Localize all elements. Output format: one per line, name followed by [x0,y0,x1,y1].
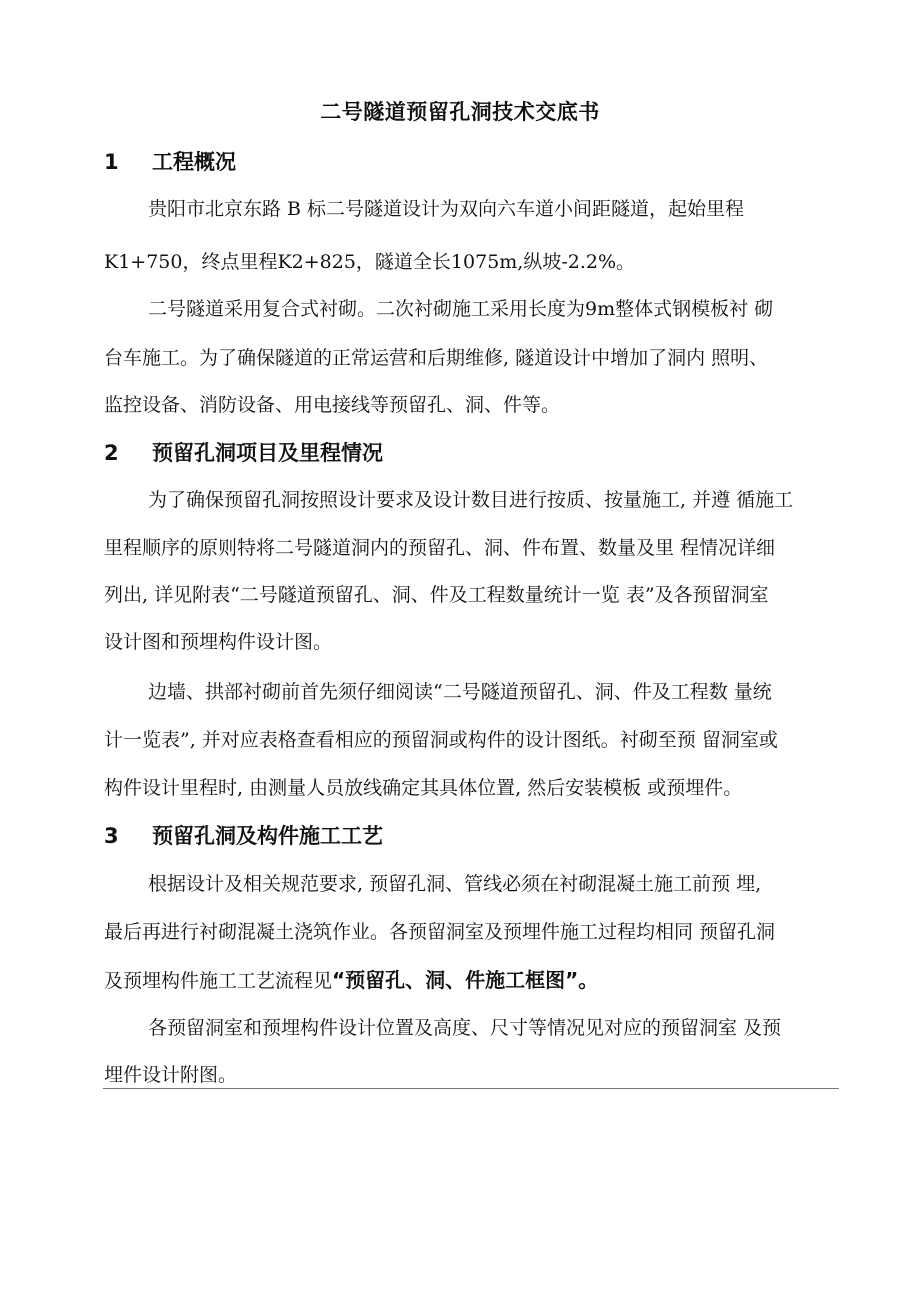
paragraph-line: 贵阳市北京东路 B 标二号隧道设计为双向六车道小间距隧道，起始里程 [148,198,745,220]
paragraph-line: 里程顺序的原则特将二号隧道洞内的预留孔、洞、件布置、数量及里 程情况详细 [104,537,776,559]
document-title: 二号隧道预留孔洞技术交底书 [320,100,600,124]
section-heading-2 [104,437,383,467]
paragraph-line: 各预留洞室和预埋构件设计位置及高度、尺寸等情况见对应的预留洞室 及预 [148,1017,782,1039]
paragraph-line: 台车施工。为了确保隧道的正常运营和后期维修, 隧道设计中增加了洞内 照明、 [104,347,769,369]
paragraph-line: 埋件设计附图。 [104,1064,238,1086]
paragraph-line: 二号隧道采用复合式衬砌。二次衬砌施工采用长度为9m整体式钢模板衬 砌 [148,298,774,320]
paragraph-line: 根据设计及相关规范要求, 预留孔洞、管线必须在衬砌混凝土施工前预 埋, [148,873,762,895]
section-title: 预留孔洞项目及里程情况 [152,441,383,465]
flowchart-reference-title: “预留孔、洞、件施工框图”。 [332,968,599,992]
flowchart-reference-text: 及预埋构件施工工艺流程见 [104,970,333,992]
paragraph-line: 为了确保预留孔洞按照设计要求及设计数目进行按质、按量施工, 并遵 循施工 [148,489,794,511]
paragraph-line: 构件设计里程时, 由测量人员放线确定其具体位置, 然后安装模板 或预埋件。 [104,777,743,799]
section-title: 工程概况 [152,150,236,174]
paragraph-line: 列出, 详见附表“二号隧道预留孔、洞、件及工程数量统计一览 表”及各预留洞室 [104,584,769,606]
section-title: 预留孔洞及构件施工工艺 [152,824,383,848]
paragraph-line: 边墙、拱部衬砌前首先须仔细阅读“二号隧道预留孔、洞、件及工程数 量统 [148,681,772,703]
section-number: 1 [104,150,119,174]
paragraph-line: 计一览表”, 并对应表格查看相应的预留洞或构件的设计图纸。衬砌至预 留洞室或 [104,729,778,751]
section-heading-3 [104,820,383,850]
paragraph-line [104,964,844,993]
section-number: 2 [104,441,119,465]
section-heading-1 [104,146,236,176]
paragraph-line: 最后再进行衬砌混凝土浇筑作业。各预留洞室及预埋件施工过程均相同 预留孔洞 [104,921,776,943]
section-number: 3 [104,824,119,848]
paragraph-line: 设计图和预埋构件设计图。 [104,631,333,653]
paragraph-line: 监控设备、消防设备、用电接线等预留孔、洞、件等。 [104,394,561,416]
paragraph-line: K1+750，终点里程K2+825，隧道全长1075m,纵坡-2.2%。 [104,251,636,273]
bottom-divider [103,1088,839,1089]
